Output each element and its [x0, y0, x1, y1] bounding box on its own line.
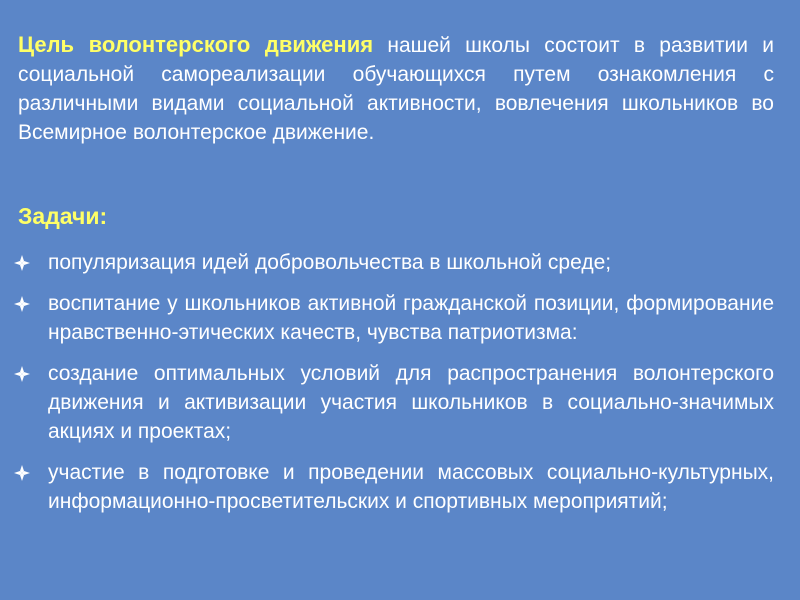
diamond-bullet-icon	[12, 248, 32, 277]
task-text: создание оптимальных условий для распространения волонтерского движения и активизации участия школьников в социально-значимых акциях и проектах;	[48, 362, 774, 443]
task-text: участие в подготовке и проведении массовых социально-культурных, информационно-просветительских и спортивных мероприятий;	[48, 461, 774, 513]
intro-lead: Цель волонтерского движения	[18, 32, 374, 57]
tasks-list	[0, 248, 774, 528]
diamond-bullet-icon	[12, 289, 32, 318]
diamond-bullet-icon	[12, 359, 32, 388]
task-item	[0, 289, 774, 347]
task-item	[0, 458, 774, 516]
diamond-bullet-icon	[12, 458, 32, 487]
intro-paragraph	[18, 30, 774, 147]
task-item	[0, 248, 774, 277]
intro-text: нашей школы состоит в развитии и социальной самореализации обучающихся путем ознакомления с различными видами социальной активности, вовлечения школьников во Всемирное волонтерское движение.	[18, 34, 774, 144]
tasks-title: Задачи:	[18, 203, 108, 229]
task-text: популяризация идей добровольчества в школьной среде;	[48, 251, 612, 274]
task-text: воспитание у школьников активной гражданской позиции, формирование нравственно-этических качеств, чувства патриотизма:	[48, 292, 774, 344]
task-item	[0, 359, 774, 446]
